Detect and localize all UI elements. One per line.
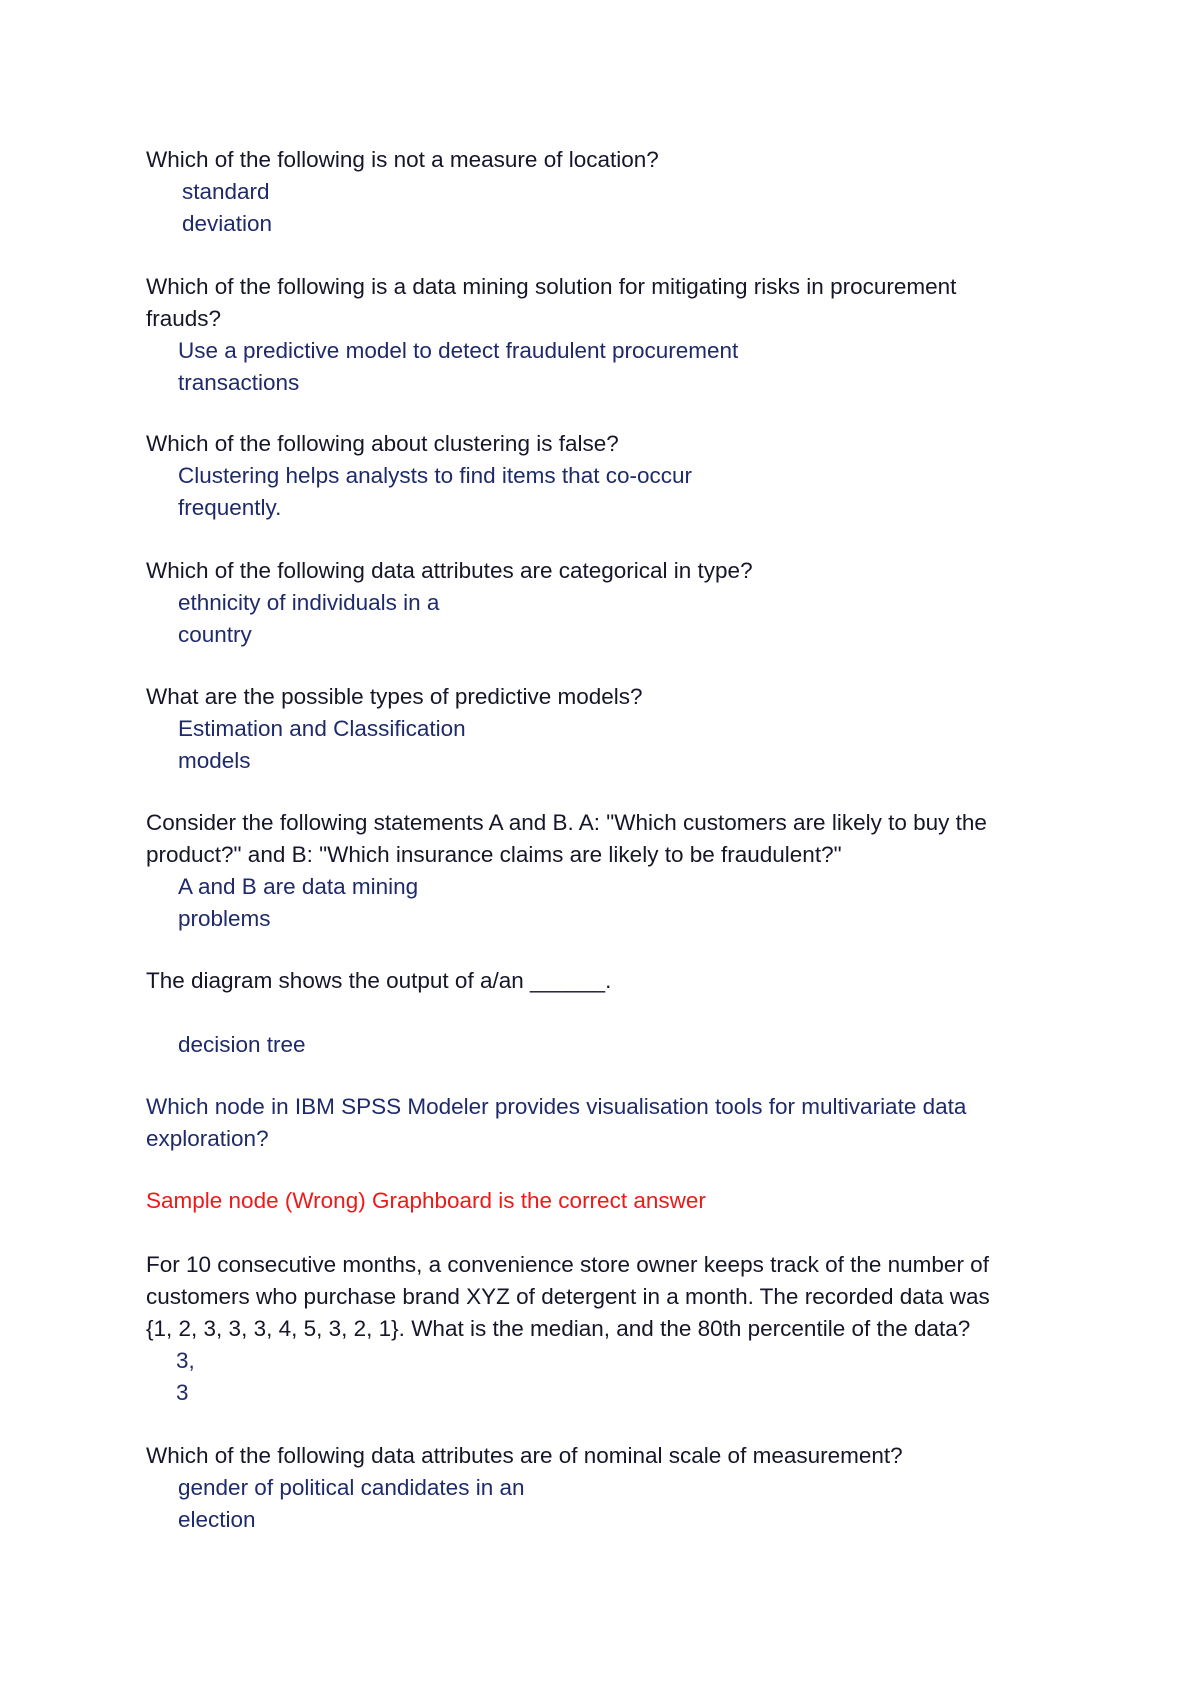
- answer-block-7: [146, 1029, 1086, 1061]
- question-block-2: [146, 271, 1086, 399]
- question-text: What are the possible types of predictive models?: [146, 684, 643, 709]
- answer-text: Use a predictive model to detect fraudulent procurement transactions: [178, 338, 739, 395]
- question-text: Which of the following about clustering is false?: [146, 431, 619, 456]
- question-block-7: [146, 965, 1086, 997]
- question-block-5: [146, 681, 1086, 777]
- question-text: Which of the following data attributes are of nominal scale of measurement?: [146, 1443, 903, 1468]
- question-block-8: [146, 1091, 1086, 1155]
- answer-text: gender of political candidates in an election: [178, 1475, 525, 1532]
- question-text: Which of the following data attributes are categorical in type?: [146, 558, 753, 583]
- answer-text: standard deviation: [182, 179, 273, 236]
- question-block-6: [146, 807, 1086, 935]
- answer-block-8: [146, 1185, 1086, 1217]
- question-text: Which of the following is not a measure of location?: [146, 147, 659, 172]
- answer-text: A and B are data mining problems: [178, 874, 419, 931]
- question-block-9: [146, 1249, 1086, 1409]
- answer-text: 3, 3: [176, 1348, 195, 1405]
- question-text: Which of the following is a data mining solution for mitigating risks in procurement frauds?: [146, 274, 957, 331]
- answer-text: Clustering helps analysts to find items that co-occur frequently.: [178, 463, 692, 520]
- question-text: Consider the following statements A and B. A: "Which customers are likely to buy the product?" and B: "Which insurance claims are likely to be fraudulent?": [146, 810, 987, 867]
- question-text: The diagram shows the output of a/an ______.: [146, 968, 612, 993]
- wrong-answer-note: Sample node (Wrong) Graphboard is the correct answer: [146, 1188, 706, 1213]
- answer-text: Estimation and Classification models: [178, 716, 466, 773]
- question-block-3: [146, 428, 1086, 524]
- answer-text: decision tree: [178, 1032, 306, 1057]
- question-text: Which node in IBM SPSS Modeler provides visualisation tools for multivariate data exploration?: [146, 1094, 967, 1151]
- answer-text: ethnicity of individuals in a country: [178, 590, 440, 647]
- question-block-10: [146, 1440, 1086, 1536]
- question-block-1: [146, 144, 1086, 240]
- question-text: For 10 consecutive months, a convenience store owner keeps track of the number of customers who purchase brand XYZ of detergent in a month. The recorded data was {1, 2, 3, 3, 3, 4, 5, 3, 2, 1}. What is the median, and the 80th percentile of the data?: [146, 1252, 990, 1341]
- question-block-4: [146, 555, 1086, 651]
